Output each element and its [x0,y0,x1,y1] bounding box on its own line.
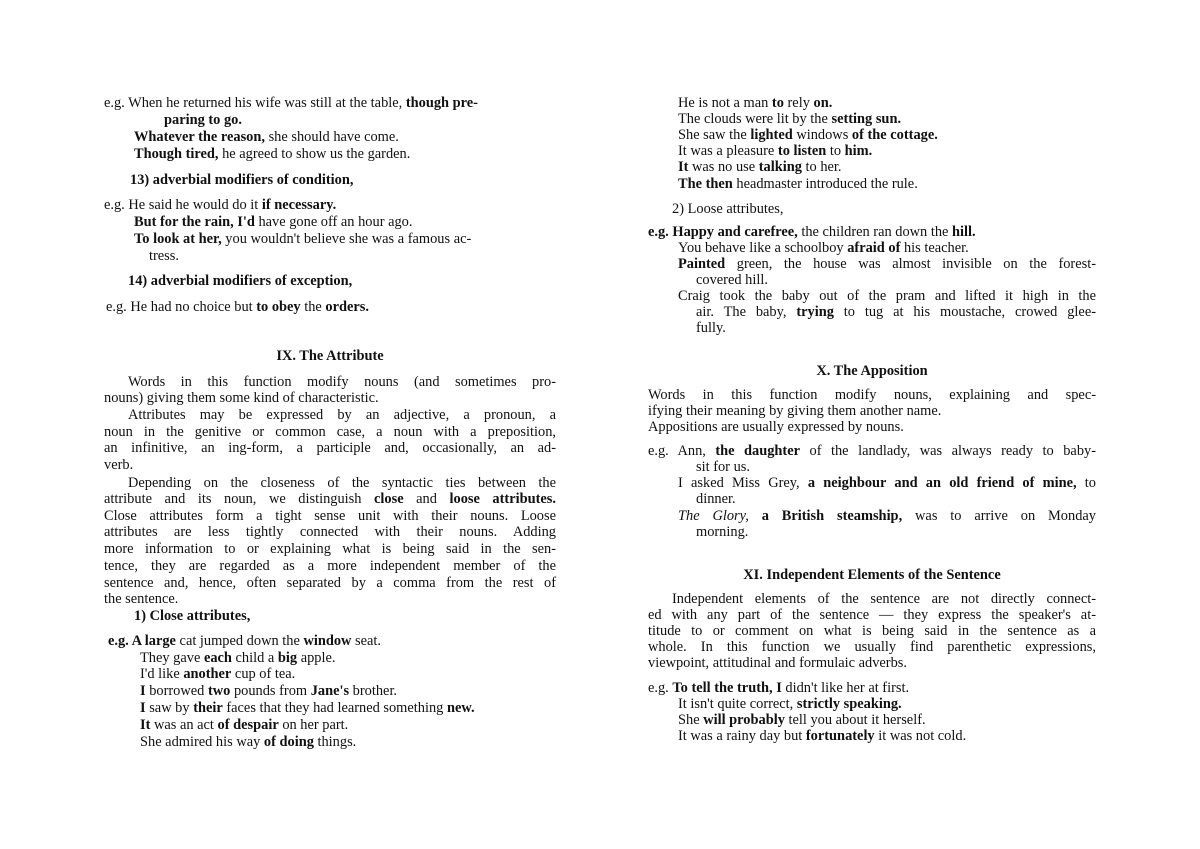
example-line [678,696,902,712]
text: e.g. He said he would do it [104,197,262,213]
paragraph-line: nouns) giving them some kind of characteristic. [104,390,379,406]
example-line [678,127,938,143]
example-line [104,197,336,213]
text: pounds from [230,683,311,699]
paragraph-line: more information to or explaining what is being said in the sen- [104,541,556,557]
paragraph-line: attributes are less tightly connected with their nouns. Adding [104,524,556,540]
bold-text: afraid of [847,240,901,256]
example-line [678,240,969,256]
example-line [106,299,369,315]
text: faces that they had learned something [222,700,447,716]
example-line [108,633,381,649]
example-line [140,700,475,716]
section-heading: IX. The Attribute [276,348,384,364]
text: child a [231,650,278,666]
bold-text: Whatever the reason, [134,129,265,145]
paragraph-line: sentence and, hence, often separated by a comma from the rest of [104,575,556,591]
bold-text: two [207,683,231,699]
bold-text: on. [813,95,833,111]
example-line [648,680,909,696]
text: the [300,299,326,315]
paragraph-line: noun in the genitive or common case, a noun with a preposition, [104,424,556,440]
example-line [678,111,901,127]
example-line [140,717,348,733]
example-line [678,712,926,728]
example-line [648,443,1096,459]
text: The clouds were lit by the [678,111,832,127]
section-heading: XI. Independent Elements of the Sentence [743,567,1001,583]
example-line [140,683,397,699]
text: the children ran down the [797,224,953,240]
text: and [403,491,450,507]
example-line [134,231,471,247]
text: you wouldn't believe she was a famous ac- [221,231,472,247]
text: was to arrive on Monday [902,508,1096,524]
example-line: paring to go. [164,112,242,128]
example-line [678,256,1096,272]
bold-text: orders. [325,299,369,315]
text: cat jumped down the [175,633,304,649]
paragraph-line: Close attributes form a tight sense unit with their nouns. Loose [104,508,556,524]
bold-text: each [203,650,232,666]
text: She [678,712,704,728]
list-item-heading: 1) Close attributes, [134,608,251,624]
list-item-heading: 13) adverbial modifiers of condition, [130,172,354,188]
text: rely [783,95,814,111]
paragraph-line: ifying their meaning by giving them another name. [648,403,942,419]
example-line [648,224,976,240]
text: to [1076,475,1097,491]
text: to [826,143,845,159]
example-line [678,159,842,175]
paragraph-line [104,491,556,507]
example-line [134,146,410,162]
paragraph-line: Independent elements of the sentence are not directly connect- [672,591,1096,607]
text: to her. [801,159,842,175]
bold-text: a neighbour and an old friend of mine, [807,475,1077,491]
text: apple. [297,650,336,666]
text: he agreed to show us the garden. [218,146,411,162]
paragraph-line: Depending on the closeness of the syntactic ties between the [128,475,556,491]
text: of the landlady, was always ready to baby- [800,443,1097,459]
example-line: morning. [696,524,749,540]
bold-text: loose attributes. [449,491,556,507]
bold-text: trying [796,304,834,320]
text: e.g. He had no choice but [106,299,257,315]
paragraph-line: tence, they are regarded as a more independent member of the [104,558,556,574]
bold-text: talking [758,159,802,175]
example-line [696,304,1096,320]
bold-text: him. [844,143,873,159]
list-item-heading: 14) adverbial modifiers of exception, [128,273,353,289]
example-line [104,95,478,111]
section-heading: X. The Apposition [816,363,928,379]
text: e.g. When he returned his wife was still at the table, [104,95,406,111]
paragraph-line: Appositions are usually expressed by nouns. [648,419,904,435]
example-line: tress. [149,248,179,264]
bold-text: I [140,683,146,699]
bold-text: Jane's [310,683,350,699]
example-line: covered hill. [696,272,768,288]
text: He is not a man [678,95,772,111]
text: It isn't quite correct, [678,696,797,712]
text: windows [792,127,852,143]
text: seat. [351,633,382,649]
text: attribute and its noun, we distinguish [104,491,375,507]
bold-text: hill. [952,224,976,240]
bold-text: setting sun. [831,111,902,127]
bold-text: But for the rain, I'd [134,214,255,230]
bold-text: big [277,650,298,666]
text: I asked Miss Grey, [678,475,808,491]
italic-text: The Glory, [678,508,749,524]
bold-text: Though tired, [134,146,219,162]
text: It was a pleasure [678,143,778,159]
bold-text: to listen [777,143,827,159]
text: saw by [145,700,194,716]
bold-text: window [303,633,352,649]
bold-text: fortunately [805,728,875,744]
bold-text: to obey [256,299,301,315]
example-line [678,475,1096,491]
text: his teacher. [900,240,969,256]
text: It was a rainy day but [678,728,806,744]
paragraph-line: Words in this function modify nouns, explaining and spec- [648,387,1096,403]
text: things. [313,734,357,750]
paragraph-line: verb. [104,457,134,473]
example-line: fully. [696,320,726,336]
example-line [678,143,872,159]
paragraph-line: Attributes may be expressed by an adjective, a pronoun, a [128,407,556,423]
text: She saw the [678,127,751,143]
paragraph-line: Words in this function modify nouns (and sometimes pro- [128,374,556,390]
paragraph-line: whole. In this function we usually find parenthetic expressions, [648,639,1096,655]
bold-text: if necessary. [261,197,337,213]
bold-text: of despair [217,717,279,733]
example-line [134,129,399,145]
bold-text: I [140,700,146,716]
bold-text: new. [446,700,475,716]
bold-text: of the cottage. [851,127,938,143]
example-line [140,734,356,750]
bold-text: will probably [703,712,785,728]
bold-text: though pre- [405,95,478,111]
example-line [678,728,966,744]
text: borrowed [145,683,208,699]
text: e.g. Ann, [648,443,716,459]
bold-text: close [374,491,404,507]
text: tell you about it herself. [784,712,926,728]
text: headmaster introduced the rule. [732,176,918,192]
bold-text: lighted [750,127,793,143]
text: 2) Loose attributes, [672,201,784,217]
bold-text: It [678,159,689,175]
list-item-heading [672,201,784,217]
bold-text: the daughter [715,443,801,459]
text: cup of tea. [231,666,296,682]
text: They gave [140,650,204,666]
bold-text: another [183,666,232,682]
paragraph-line: the sentence. [104,591,179,607]
bold-text: To tell the truth, I [672,680,782,696]
bold-text: a British steamship, [748,508,903,524]
paragraph-line: an infinitive, an ing-form, a participle and, occasionally, an ad- [104,440,556,456]
text: was an act [150,717,218,733]
text: air. The baby, [696,304,797,320]
example-line [134,214,412,230]
bold-text: e.g. Happy and carefree, [648,224,798,240]
example-line: dinner. [696,491,736,507]
bold-text: The then [678,176,733,192]
example-line [678,95,832,111]
text: she should have come. [264,129,399,145]
text: I'd like [140,666,184,682]
text: to tug at his moustache, crowed glee- [833,304,1096,320]
bold-text: e.g. A large [108,633,176,649]
bold-text: To look at her, [134,231,222,247]
text: was no use [688,159,759,175]
text: She admired his way [140,734,264,750]
text: have gone off an hour ago. [254,214,413,230]
example-line [678,176,918,192]
example-line [140,650,335,666]
example-line [140,666,295,682]
bold-text: of doing [263,734,314,750]
text: e.g. [648,680,673,696]
bold-text: their [193,700,223,716]
bold-text: to [771,95,784,111]
text: on her part. [278,717,349,733]
text: green, the house was almost invisible on the forest- [725,256,1096,272]
text: it was not cold. [874,728,967,744]
bold-text: strictly speaking. [796,696,902,712]
paragraph-line: titude to or comment on what is being said in the sentence as a [648,623,1096,639]
example-line: sit for us. [696,459,750,475]
text: brother. [349,683,398,699]
example-line: Craig took the baby out of the pram and lifted it high in the [678,288,1096,304]
paragraph-line: ed with any part of the sentence — they express the speaker's at- [648,607,1096,623]
bold-text: It [140,717,151,733]
text: didn't like her at first. [781,680,910,696]
bold-text: Painted [678,256,726,272]
paragraph-line: viewpoint, attitudinal and formulaic adverbs. [648,655,907,671]
text: You behave like a schoolboy [678,240,848,256]
example-line [678,508,1096,524]
